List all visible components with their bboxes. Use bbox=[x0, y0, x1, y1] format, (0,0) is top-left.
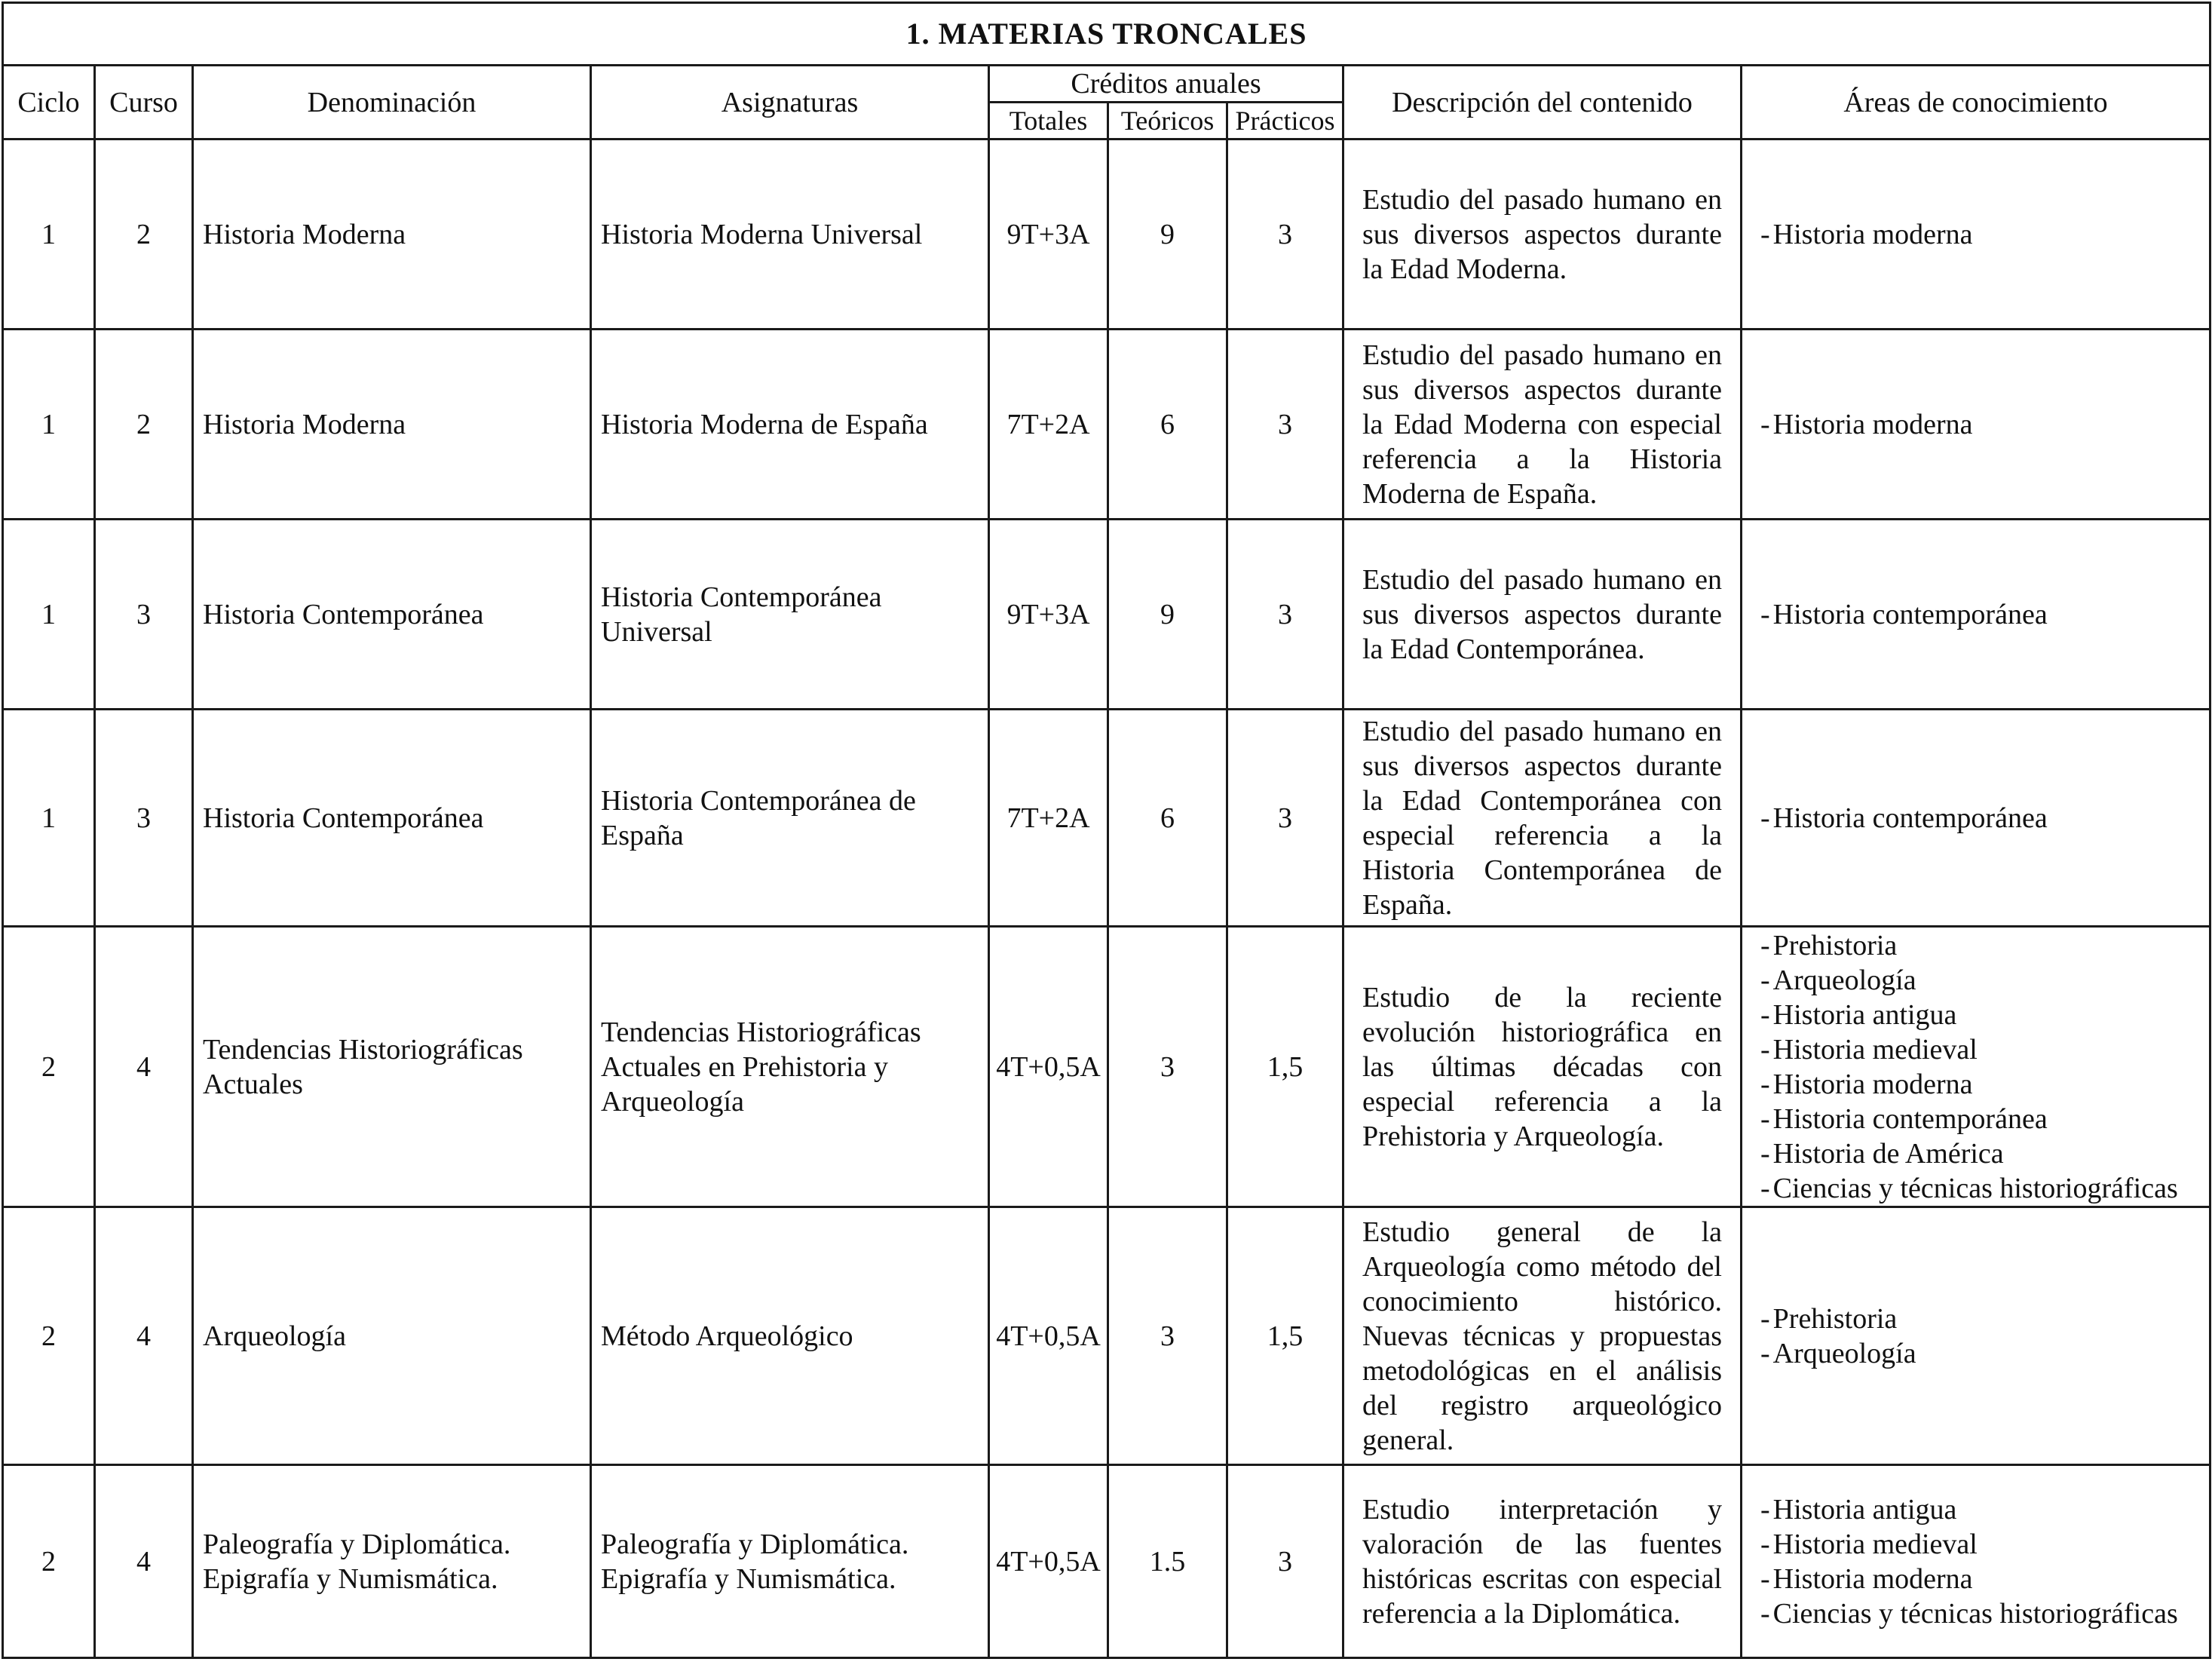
table-body bbox=[3, 140, 2210, 1658]
cell-practicos: 3 bbox=[1227, 140, 1343, 330]
cell-curso: 2 bbox=[95, 330, 193, 520]
cell-ciclo: 1 bbox=[3, 330, 95, 520]
area-item: - Historia antigua bbox=[1760, 1492, 2204, 1527]
cell-ciclo: 1 bbox=[3, 140, 95, 330]
header-totales: Totales bbox=[989, 103, 1108, 140]
cell-curso: 3 bbox=[95, 520, 193, 710]
cell-totales: 9T+3A bbox=[989, 520, 1108, 710]
area-item: - Historia contemporánea bbox=[1760, 801, 2204, 836]
cell-practicos: 3 bbox=[1227, 520, 1343, 710]
materias-troncales-table bbox=[2, 2, 2211, 1659]
cell-areas bbox=[1742, 520, 2210, 710]
cell-areas bbox=[1742, 140, 2210, 330]
cell-teoricos: 3 bbox=[1108, 1207, 1227, 1465]
cell-teoricos: 9 bbox=[1108, 520, 1227, 710]
cell-asignatura: Método Arqueológico bbox=[591, 1207, 989, 1465]
table-title: 1. MATERIAS TRONCALES bbox=[3, 3, 2210, 66]
table-row bbox=[3, 1465, 2210, 1658]
cell-descripcion: Estudio de la reciente evolución historiográfica en las últimas décadas con especial referencia a la Prehistoria y Arqueología. bbox=[1343, 927, 1742, 1207]
header-practicos: Prácticos bbox=[1227, 103, 1343, 140]
cell-areas bbox=[1742, 1465, 2210, 1658]
area-item: - Ciencias y técnicas historiográficas bbox=[1760, 1171, 2204, 1206]
cell-totales: 7T+2A bbox=[989, 330, 1108, 520]
cell-totales: 9T+3A bbox=[989, 140, 1108, 330]
area-item: - Prehistoria bbox=[1760, 1302, 2204, 1336]
cell-practicos: 3 bbox=[1227, 330, 1343, 520]
area-item: - Prehistoria bbox=[1760, 928, 2204, 963]
area-item: - Historia moderna bbox=[1760, 1067, 2204, 1102]
cell-teoricos: 3 bbox=[1108, 927, 1227, 1207]
cell-asignatura: Historia Contemporánea Universal bbox=[591, 520, 989, 710]
cell-curso: 4 bbox=[95, 927, 193, 1207]
table-row bbox=[3, 140, 2210, 330]
area-item: - Historia antigua bbox=[1760, 998, 2204, 1032]
cell-totales: 4T+0,5A bbox=[989, 1207, 1108, 1465]
table-row bbox=[3, 710, 2210, 927]
cell-descripcion: Estudio del pasado humano en sus diversos aspectos durante la Edad Moderna. bbox=[1343, 140, 1742, 330]
areas-list bbox=[1760, 217, 2204, 252]
cell-ciclo: 1 bbox=[3, 520, 95, 710]
cell-practicos: 1,5 bbox=[1227, 927, 1343, 1207]
cell-practicos: 3 bbox=[1227, 1465, 1343, 1658]
area-item: - Arqueología bbox=[1760, 963, 2204, 998]
areas-list bbox=[1760, 928, 2204, 1206]
cell-descripcion: Estudio interpretación y valoración de las fuentes históricas escritas con especial referencia a la Diplomática. bbox=[1343, 1465, 1742, 1658]
area-item: - Historia moderna bbox=[1760, 407, 2204, 442]
area-item: - Historia contemporánea bbox=[1760, 597, 2204, 632]
header-curso: Curso bbox=[95, 66, 193, 140]
cell-practicos: 1,5 bbox=[1227, 1207, 1343, 1465]
cell-curso: 3 bbox=[95, 710, 193, 927]
cell-descripcion: Estudio general de la Arqueología como método del conocimiento histórico. Nuevas técnicas y propuestas metodológicas en el análisis del registro arqueológico general. bbox=[1343, 1207, 1742, 1465]
cell-totales: 4T+0,5A bbox=[989, 927, 1108, 1207]
table-row bbox=[3, 927, 2210, 1207]
header-ciclo: Ciclo bbox=[3, 66, 95, 140]
areas-list bbox=[1760, 801, 2204, 836]
document-page bbox=[2, 2, 2209, 1657]
area-item: - Historia medieval bbox=[1760, 1032, 2204, 1067]
cell-teoricos: 9 bbox=[1108, 140, 1227, 330]
areas-list bbox=[1760, 1492, 2204, 1631]
cell-denominacion: Historia Contemporánea bbox=[193, 520, 591, 710]
header-teoricos: Teóricos bbox=[1108, 103, 1227, 140]
cell-asignatura: Historia Contemporánea de España bbox=[591, 710, 989, 927]
header-descripcion: Descripción del contenido bbox=[1343, 66, 1742, 140]
cell-teoricos: 6 bbox=[1108, 710, 1227, 927]
cell-descripcion: Estudio del pasado humano en sus diversos aspectos durante la Edad Moderna con especial referencia a la Historia Moderna de España. bbox=[1343, 330, 1742, 520]
cell-totales: 7T+2A bbox=[989, 710, 1108, 927]
cell-ciclo: 2 bbox=[3, 1465, 95, 1658]
area-item: - Historia moderna bbox=[1760, 217, 2204, 252]
cell-denominacion: Arqueología bbox=[193, 1207, 591, 1465]
cell-denominacion: Tendencias Historiográficas Actuales bbox=[193, 927, 591, 1207]
cell-ciclo: 1 bbox=[3, 710, 95, 927]
header-row-top bbox=[3, 66, 2210, 103]
cell-asignatura: Historia Moderna de España bbox=[591, 330, 989, 520]
cell-teoricos: 6 bbox=[1108, 330, 1227, 520]
cell-practicos: 3 bbox=[1227, 710, 1343, 927]
cell-ciclo: 2 bbox=[3, 927, 95, 1207]
header-asignaturas: Asignaturas bbox=[591, 66, 989, 140]
header-areas: Áreas de conocimiento bbox=[1742, 66, 2210, 140]
cell-asignatura: Historia Moderna Universal bbox=[591, 140, 989, 330]
table-row bbox=[3, 330, 2210, 520]
area-item: - Historia medieval bbox=[1760, 1527, 2204, 1562]
table-row bbox=[3, 1207, 2210, 1465]
header-creditos-anuales: Créditos anuales bbox=[989, 66, 1343, 103]
cell-denominacion: Paleografía y Diplomática. Epigrafía y Numismática. bbox=[193, 1465, 591, 1658]
area-item: - Arqueología bbox=[1760, 1336, 2204, 1371]
area-item: - Historia contemporánea bbox=[1760, 1102, 2204, 1136]
cell-areas bbox=[1742, 927, 2210, 1207]
cell-denominacion: Historia Moderna bbox=[193, 330, 591, 520]
area-item: - Historia moderna bbox=[1760, 1562, 2204, 1596]
title-row bbox=[3, 3, 2210, 66]
cell-areas bbox=[1742, 1207, 2210, 1465]
cell-denominacion: Historia Contemporánea bbox=[193, 710, 591, 927]
areas-list bbox=[1760, 597, 2204, 632]
cell-areas bbox=[1742, 710, 2210, 927]
cell-descripcion: Estudio del pasado humano en sus diversos aspectos durante la Edad Contemporánea. bbox=[1343, 520, 1742, 710]
cell-ciclo: 2 bbox=[3, 1207, 95, 1465]
cell-teoricos: 1.5 bbox=[1108, 1465, 1227, 1658]
area-item: - Historia de América bbox=[1760, 1136, 2204, 1171]
cell-descripcion: Estudio del pasado humano en sus diversos aspectos durante la Edad Contemporánea con especial referencia a la Historia Contemporánea de España. bbox=[1343, 710, 1742, 927]
cell-denominacion: Historia Moderna bbox=[193, 140, 591, 330]
cell-curso: 2 bbox=[95, 140, 193, 330]
header-denominacion: Denominación bbox=[193, 66, 591, 140]
area-item: - Ciencias y técnicas historiográficas bbox=[1760, 1596, 2204, 1631]
cell-totales: 4T+0,5A bbox=[989, 1465, 1108, 1658]
cell-curso: 4 bbox=[95, 1465, 193, 1658]
cell-curso: 4 bbox=[95, 1207, 193, 1465]
areas-list bbox=[1760, 407, 2204, 442]
cell-asignatura: Tendencias Historiográficas Actuales en Prehistoria y Arqueología bbox=[591, 927, 989, 1207]
areas-list bbox=[1760, 1302, 2204, 1371]
table-row bbox=[3, 520, 2210, 710]
cell-asignatura: Paleografía y Diplomática. Epigrafía y Numismática. bbox=[591, 1465, 989, 1658]
cell-areas bbox=[1742, 330, 2210, 520]
